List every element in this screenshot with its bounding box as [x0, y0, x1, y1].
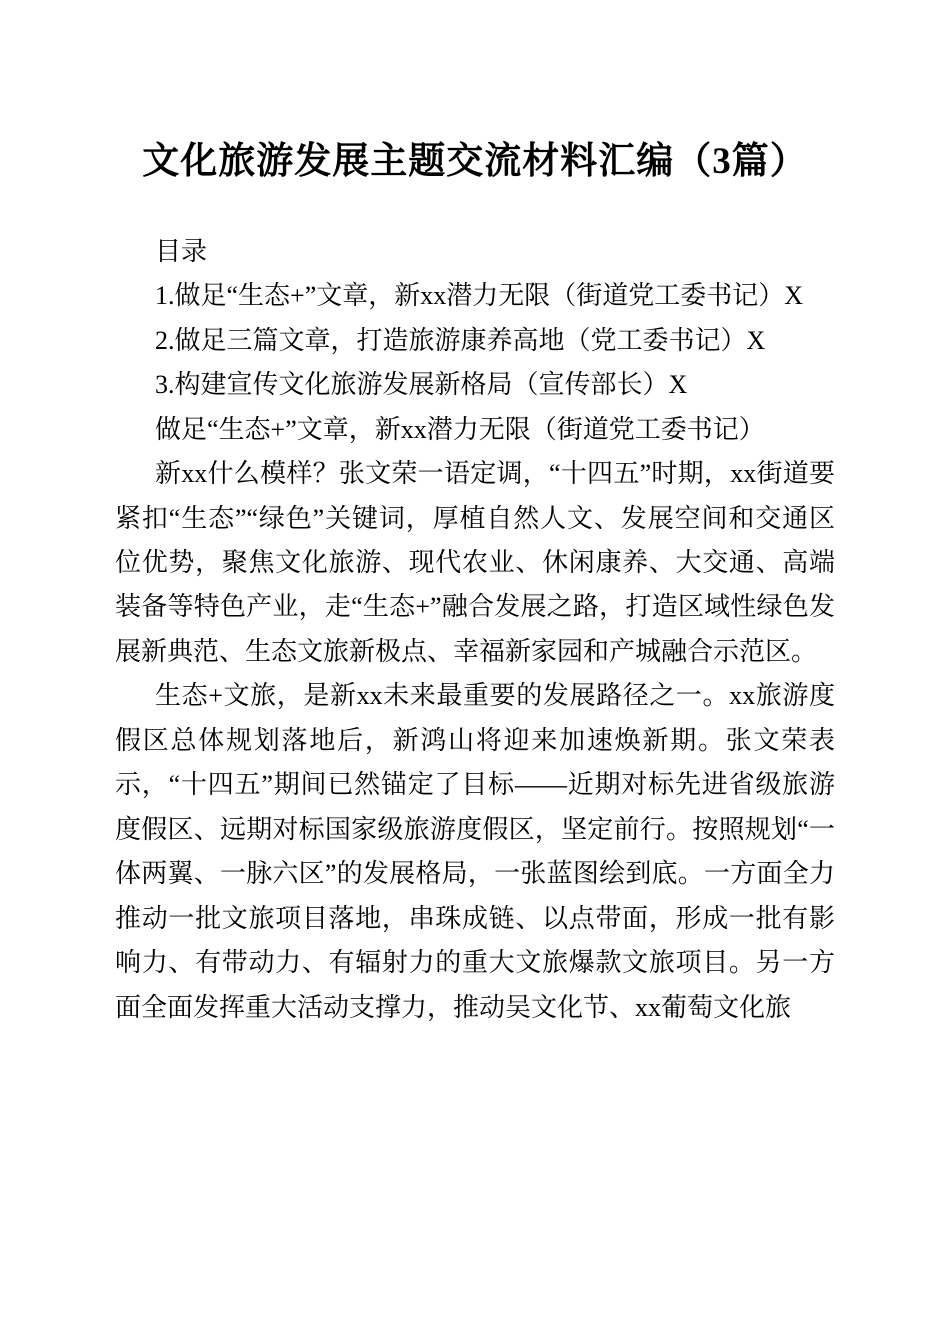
paragraph-2: 生态+文旅，是新xx未来最重要的发展路径之一。xx旅游度假区总体规划落地后，新鸿山将迎来加速焕新期。张文荣表示，“十四五”期间已然锚定了目标——近期对标先进省级旅游度假区、远期对标国家级旅游度假区，坚定前行。按照规划“一体两翼、一脉六区”的发展格局，一张蓝图绘到底。一方面全力推动一批文旅项目落地，串珠成链、以点带面，形成一批有影响力、有带动力、有辐射力的重大文旅爆款文旅项目。另一方面全面发挥重大活动支撑力，推动吴文化节、xx葡萄文化旅: [115, 681, 835, 1022]
toc-heading: 目录: [155, 236, 208, 266]
paragraph-1: 新xx什么模样？张文荣一语定调，“十四五”时期，xx街道要紧扣“生态”“绿色”关键词，厚植自然人文、发展空间和交通区位优势，聚焦文化旅游、现代农业、休闲康养、大交通、高端装备等特色产业，走“生态+”融合发展之路，打造区域性绿色发展新典范、生态文旅新极点、幸福新家园和产城融合示范区。: [115, 459, 835, 666]
toc-item-2: 2.做足三篇文章，打造旅游康养高地（党工委书记）X: [155, 325, 766, 355]
section-heading: 做足“生态+”文章，新xx潜力无限（街道党工委书记）: [155, 414, 765, 444]
toc-item-3: 3.构建宣传文化旅游发展新格局（宣传部长）X: [155, 370, 688, 400]
toc-item-1: 1.做足“生态+”文章，新xx潜力无限（街道党工委书记）X: [155, 281, 804, 311]
document-body: [115, 230, 835, 1030]
document-title: 文化旅游发展主题交流材料汇编（3篇）: [142, 141, 808, 182]
